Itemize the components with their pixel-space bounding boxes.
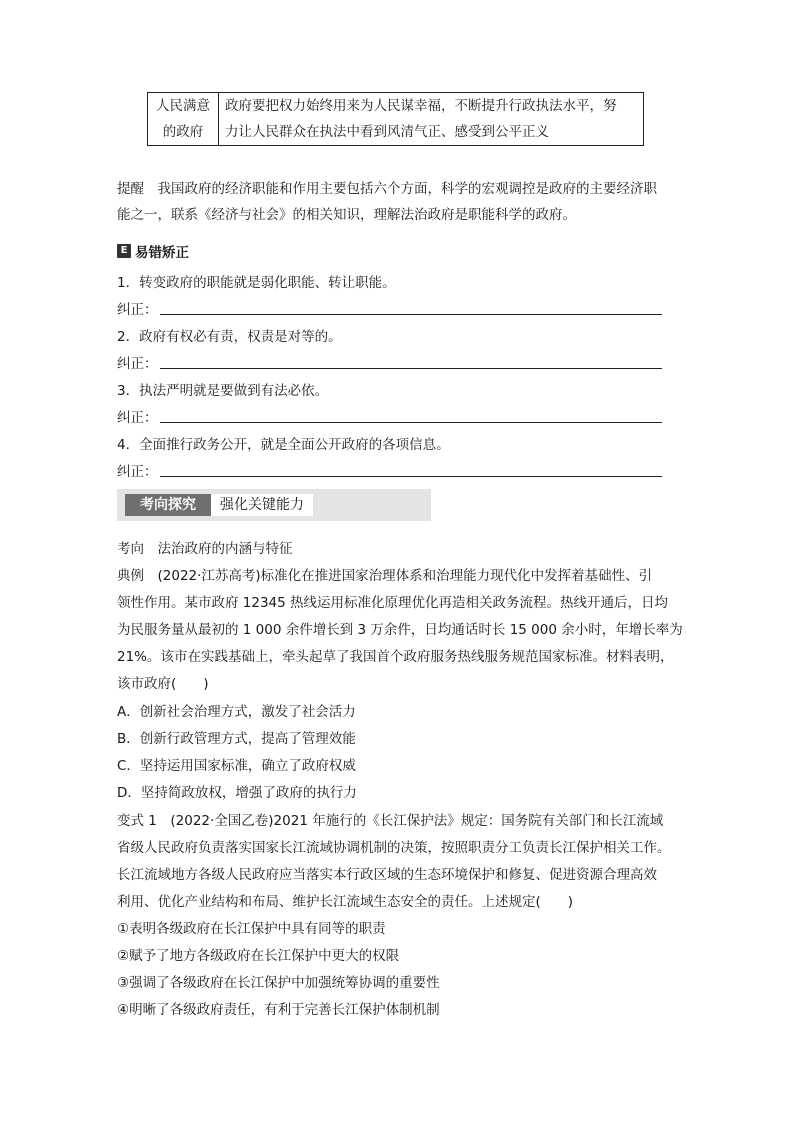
option-d[interactable]: D．坚持简政放权，增强了政府的执行力: [117, 785, 357, 801]
row-text-line: 政府要把权力始终用来为人民谋幸福，不断提升行政执法水平，努: [225, 98, 617, 114]
variant-line: 利用、优化产业结构和布局、维护长江流域生态安全的责任。上述规定( ): [117, 894, 574, 910]
error-item: 1．转变政府的职能就是弱化职能、转让职能。: [117, 275, 396, 291]
government-table: [147, 92, 644, 146]
table-row: [148, 93, 644, 146]
section-banner: [117, 489, 431, 521]
correction-label: 纠正：: [117, 464, 158, 480]
correction-label: 纠正：: [117, 302, 158, 318]
row-label-line: 人民满意: [156, 98, 210, 114]
table-row-content: [219, 93, 644, 146]
error-item: 4．全面推行政务公开，就是全面公开政府的各项信息。: [117, 437, 450, 453]
row-label-line: 的政府: [162, 124, 204, 140]
variant-option-2[interactable]: ②赋予了地方各级政府在长江保护中更大的权限: [117, 948, 400, 964]
variant-line: 变式 1 (2022·全国乙卷)2021 年施行的《长江保护法》规定：国务院有关部门和长江流域: [117, 813, 664, 829]
table-row-label: [148, 93, 219, 146]
error-section-heading: [117, 242, 189, 260]
option-b[interactable]: B．创新行政管理方式，提高了管理效能: [117, 731, 356, 747]
answer-blank-line[interactable]: [160, 421, 662, 423]
example-line: 21%。该市在实践基础上，牵头起草了我国首个政府服务热线服务规范国家标准。材料表明，: [117, 649, 674, 665]
correction-label: 纠正：: [117, 410, 158, 426]
example-line: 典例 (2022·江苏高考)标准化在推进国家治理体系和治理能力现代化中发挥着基础性、引: [117, 568, 653, 584]
answer-blank-line[interactable]: [160, 475, 662, 477]
topic-heading: 考向 法治政府的内涵与特征: [117, 541, 293, 557]
tip-line: 能之一，联系《经济与社会》的相关知识，理解法治政府是职能科学的政府。: [117, 207, 576, 223]
error-item: 2．政府有权必有责，权责是对等的。: [117, 329, 342, 345]
section-title: 易错矫正: [135, 245, 189, 261]
variant-option-1[interactable]: ①表明各级政府在长江保护中具有同等的职责: [117, 921, 386, 937]
example-line: 领性作用。某市政府 12345 热线运用标准化原理优化再造相关政务流程。热线开通后，日均: [117, 595, 669, 611]
section-icon: E: [117, 244, 131, 258]
variant-option-4[interactable]: ④明晰了各级政府责任，有利于完善长江保护体制机制: [117, 1002, 440, 1018]
example-line: 该市政府( ): [117, 676, 209, 692]
variant-option-3[interactable]: ③强调了各级政府在长江保护中加强统筹协调的重要性: [117, 975, 440, 991]
error-item: 3．执法严明就是要做到有法必依。: [117, 383, 329, 399]
option-a[interactable]: A．创新社会治理方式，激发了社会活力: [117, 704, 356, 720]
option-c[interactable]: C．坚持运用国家标准，确立了政府权威: [117, 758, 356, 774]
tip-line: 提醒 我国政府的经济职能和作用主要包括六个方面，科学的宏观调控是政府的主要经济职: [117, 181, 657, 197]
variant-line: 省级人民政府负责落实国家长江流域协调机制的决策，按照职责分工负责长江保护相关工作。: [117, 840, 671, 856]
correction-label: 纠正：: [117, 356, 158, 372]
example-line: 为民服务量从最初的 1 000 余件增长到 3 万余件，日均通话时长 15 000 余小时，年增长率为: [117, 622, 683, 638]
banner-title: 考向探究: [125, 494, 211, 516]
variant-line: 长江流域地方各级人民政府应当落实本行政区域的生态环境保护和修复、促进资源合理高效: [117, 867, 657, 883]
answer-blank-line[interactable]: [160, 313, 662, 315]
row-text-line: 力让人民群众在执法中看到风清气正、感受到公平正义: [225, 124, 549, 140]
answer-blank-line[interactable]: [160, 367, 662, 369]
banner-subtitle: 强化关键能力: [211, 494, 313, 516]
